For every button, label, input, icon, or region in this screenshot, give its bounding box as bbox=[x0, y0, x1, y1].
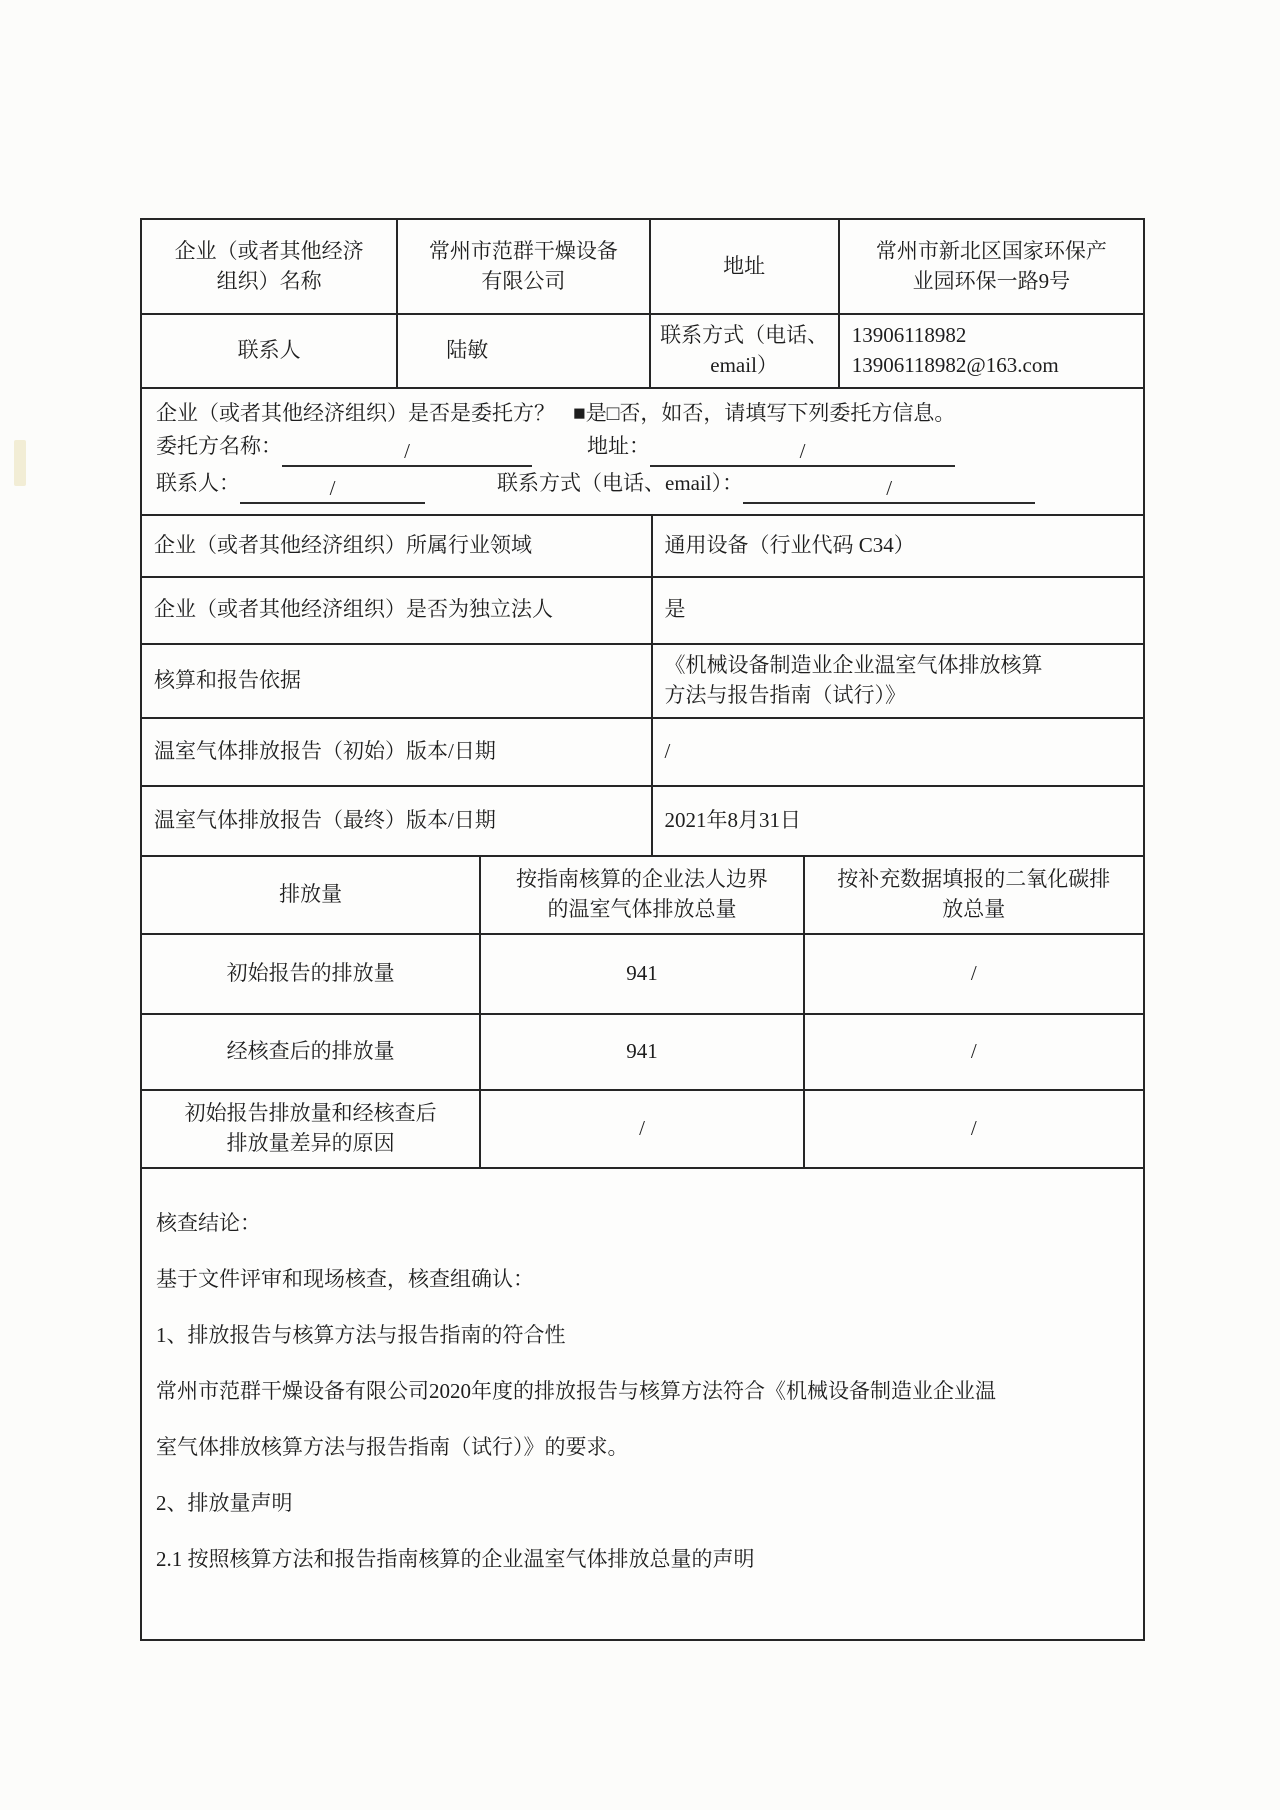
conclusion-line: 1、排放报告与核算方法与报告指南的符合性 bbox=[156, 1322, 566, 1347]
delegation-contact-line bbox=[156, 467, 1129, 504]
delegation-contact-value: / bbox=[329, 475, 336, 500]
org-address-label: 地址 bbox=[649, 220, 838, 313]
reporting-basis-label: 核算和报告依据 bbox=[154, 667, 301, 692]
emissions-verified-label: 经核查后的排放量 bbox=[226, 1038, 395, 1063]
delegation-followup: ，如否，请填写下列委托方信息。 bbox=[640, 400, 956, 425]
scan-artifact bbox=[14, 440, 26, 486]
delegation-method-value: / bbox=[886, 475, 893, 500]
emissions-initial-label: 初始报告的排放量 bbox=[226, 960, 395, 985]
emissions-verified-supplementary-value: / bbox=[803, 1015, 1143, 1089]
delegation-name-field bbox=[282, 438, 532, 467]
emissions-verified-guideline-value: 941 bbox=[479, 1015, 802, 1089]
conclusion-title: 核查结论： bbox=[156, 1210, 261, 1235]
org-address-value: 常州市新北区国家环保产业园环保一路9号 bbox=[838, 220, 1143, 313]
delegation-address-value: / bbox=[799, 438, 806, 463]
initial-report-version-label: 温室气体排放报告（初始）版本/日期 bbox=[154, 738, 496, 763]
contact-email: 13906118982@163.com bbox=[851, 352, 1059, 377]
verification-form-table bbox=[140, 218, 1145, 1641]
emissions-header-supplementary-data: 按补充数据填报的二氧化碳排放总量 bbox=[803, 857, 1143, 933]
industry-value: 通用设备（行业代码 C34） bbox=[651, 516, 1143, 576]
delegation-name-value: / bbox=[404, 438, 410, 463]
contact-method-value bbox=[838, 315, 1143, 387]
checkbox-unchecked-icon: □ bbox=[606, 400, 620, 425]
final-report-version-label: 温室气体排放报告（最终）版本/日期 bbox=[154, 807, 496, 832]
industry-label: 企业（或者其他经济组织）所属行业领域 bbox=[154, 532, 532, 557]
org-name-label: 企业（或者其他经济组织）名称 bbox=[174, 238, 364, 293]
emissions-difference-label: 初始报告排放量和经核查后排放量差异的原因 bbox=[184, 1100, 437, 1155]
emissions-initial-row bbox=[142, 933, 1143, 1013]
delegation-method-field bbox=[743, 475, 1035, 504]
emissions-initial-supplementary-value: / bbox=[803, 935, 1143, 1013]
legal-person-value: 是 bbox=[651, 578, 1143, 643]
delegation-address-field bbox=[650, 438, 955, 467]
delegation-contact-field bbox=[240, 475, 425, 504]
conclusion-line: 常州市范群干燥设备有限公司2020年度的排放报告与核算方法符合《机械设备制造业企业温室气体排放核算方法与报告指南（试行）》的要求。 bbox=[156, 1378, 996, 1459]
emissions-header-row bbox=[142, 855, 1143, 933]
initial-report-version-row bbox=[142, 717, 1143, 785]
conclusion-line: 2、排放量声明 bbox=[156, 1490, 293, 1515]
reporting-basis-value: 《机械设备制造业企业温室气体排放核算方法与报告指南（试行）》 bbox=[651, 645, 1143, 717]
emissions-header-quantity: 排放量 bbox=[279, 881, 343, 906]
emissions-header-guideline-boundary: 按指南核算的企业法人边界的温室气体排放总量 bbox=[479, 857, 802, 933]
checkbox-checked-icon: ■ bbox=[573, 400, 586, 425]
contact-info-row bbox=[142, 313, 1143, 387]
emissions-difference-guideline-value: / bbox=[479, 1091, 802, 1167]
emissions-difference-row bbox=[142, 1089, 1143, 1167]
industry-row bbox=[142, 514, 1143, 576]
delegation-name-line bbox=[156, 430, 1129, 467]
emissions-initial-guideline-value: 941 bbox=[479, 935, 802, 1013]
reporting-basis-row bbox=[142, 643, 1143, 717]
legal-person-row bbox=[142, 576, 1143, 643]
legal-person-label: 企业（或者其他经济组织）是否为独立法人 bbox=[154, 597, 553, 622]
contact-person-label: 联系人 bbox=[237, 337, 301, 362]
delegation-yes-label: 是 bbox=[585, 400, 607, 425]
emissions-difference-supplementary-value: / bbox=[803, 1091, 1143, 1167]
conclusion-row bbox=[142, 1167, 1143, 1639]
delegation-name-label: 委托方名称： bbox=[156, 433, 282, 458]
contact-method-label: 联系方式（电话、email） bbox=[649, 315, 838, 387]
delegation-section-row bbox=[142, 387, 1143, 514]
org-name-value: 常州市范群干燥设备有限公司 bbox=[396, 220, 648, 313]
final-report-version-row bbox=[142, 785, 1143, 855]
delegation-contact-label: 联系人： bbox=[156, 470, 240, 495]
conclusion-section bbox=[142, 1169, 1143, 1639]
delegation-question: 企业（或者其他经济组织）是否是委托方？ bbox=[156, 400, 555, 425]
delegation-no-label: 否 bbox=[619, 400, 641, 425]
org-info-row bbox=[142, 220, 1143, 313]
delegation-address-label: 地址： bbox=[587, 433, 650, 458]
conclusion-line: 基于文件评审和现场核查，核查组确认： bbox=[156, 1266, 534, 1291]
initial-report-version-value: / bbox=[651, 719, 1143, 785]
emissions-verified-row bbox=[142, 1013, 1143, 1089]
conclusion-line: 2.1 按照核算方法和报告指南核算的企业温室气体排放总量的声明 bbox=[156, 1546, 755, 1571]
delegation-question-line bbox=[156, 397, 1129, 430]
contact-phone: 13906118982 bbox=[851, 323, 967, 347]
delegation-method-label: 联系方式（电话、email）： bbox=[497, 470, 744, 495]
contact-person-value: 陆敏 bbox=[396, 315, 648, 387]
final-report-version-value: 2021年8月31日 bbox=[651, 787, 1143, 855]
delegation-section bbox=[142, 389, 1143, 514]
